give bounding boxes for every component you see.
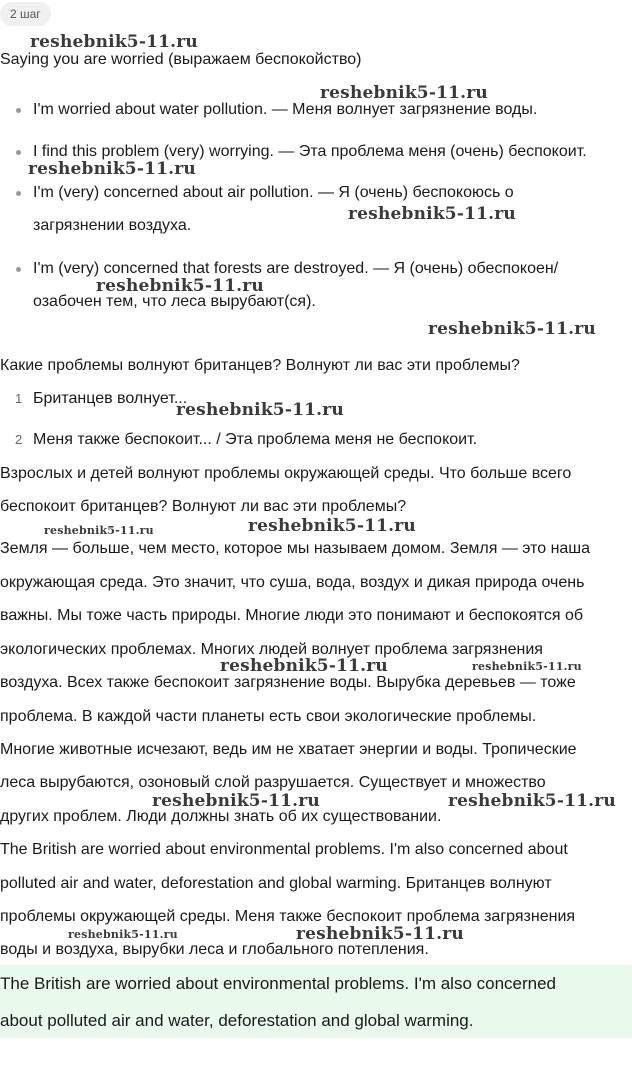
paragraph-line: polluted air and water, deforestation and global warming. Британцев волнуют (0, 875, 552, 892)
phrases-title: Saying you are worried (выражаем беспокойство) (0, 51, 362, 68)
paragraph-line: других проблем. Люди должны знать об их существовании. (0, 808, 442, 825)
watermark: reshebnik5-11.ru (428, 319, 596, 339)
paragraph-line: The British are worried about environmental problems. I'm also concerned about (0, 841, 568, 858)
paragraph-line: воды и воздуха, вырубки леса и глобального потепления. (0, 941, 429, 958)
watermark: reshebnik5-11.ru (448, 791, 616, 811)
paragraph-line: Многие животные исчезают, ведь им не хватает энергии и воды. Тропические (0, 741, 577, 758)
paragraph-line: Земля — больше, чем место, которое мы называем домом. Земля — это наша (0, 540, 591, 557)
list-number: 1 (15, 391, 23, 406)
numbered-item: Меня также беспокоит... / Эта проблема меня не беспокоит. (33, 431, 478, 448)
paragraph-line: Взрослых и детей волнуют проблемы окружающей среды. Что больше всего (0, 465, 572, 482)
phrase-item-continued: озабочен тем, что леса вырубают(ся). (33, 293, 316, 310)
paragraph-line: воздуха. Всех также беспокоит загрязнение воды. Вырубка деревьев — тоже (0, 674, 576, 691)
paragraph-line: экологических проблемах. Многих людей волнует проблема загрязнения (0, 641, 543, 658)
paragraph-line: беспокоит британцев? Волнуют ли вас эти проблемы? (0, 498, 407, 515)
question-heading: Какие проблемы волнуют британцев? Волнуют ли вас эти проблемы? (0, 357, 520, 374)
watermark: reshebnik5-11.ru (248, 516, 416, 536)
watermark: reshebnik5-11.ru (28, 159, 196, 179)
paragraph-line: леса вырубаются, озоновый слой разрушается. Существует и множество (0, 774, 546, 791)
watermark: reshebnik5-11.ru (44, 524, 154, 537)
phrase-item: I'm (very) concerned that forests are destroyed. — Я (очень) обеспокоен/ (33, 260, 559, 277)
watermark: reshebnik5-11.ru (152, 791, 320, 811)
watermark: reshebnik5-11.ru (296, 924, 464, 944)
watermark: reshebnik5-11.ru (220, 656, 388, 676)
step-badge: 2 шаг (0, 2, 51, 26)
answer-line: about polluted air and water, deforestation and global warming. (0, 1011, 474, 1030)
phrase-item: I'm worried about water pollution. — Меня волнует загрязнение воды. (33, 101, 538, 118)
bullet-icon (16, 108, 21, 113)
watermark: reshebnik5-11.ru (472, 660, 582, 673)
watermark: reshebnik5-11.ru (68, 928, 178, 941)
bullet-icon (16, 150, 21, 155)
bullet-icon (16, 267, 21, 272)
phrase-item: I'm (very) concerned about air pollution. — Я (очень) беспокоюсь о (33, 184, 514, 201)
bullet-icon (16, 191, 21, 196)
paragraph-line: важны. Мы тоже часть природы. Многие люди это понимают и беспокоятся об (0, 607, 584, 624)
watermark: reshebnik5-11.ru (30, 32, 198, 52)
watermark: reshebnik5-11.ru (348, 204, 516, 224)
paragraph-line: проблема. В каждой части планеты есть свои экологические проблемы. (0, 708, 537, 725)
paragraph-line: окружающая среда. Это значит, что суша, вода, воздух и дикая природа очень (0, 574, 585, 591)
list-number: 2 (15, 432, 23, 447)
phrase-item-continued: загрязнении воздуха. (33, 217, 192, 234)
phrase-item: I find this problem (very) worrying. — Эта проблема меня (очень) беспокоит. (33, 143, 587, 160)
answer-line: The British are worried about environmental problems. I'm also concerned (0, 974, 557, 993)
watermark: reshebnik5-11.ru (176, 400, 344, 420)
watermark: reshebnik5-11.ru (96, 276, 264, 296)
answer-highlight (0, 965, 632, 1038)
paragraph-line: проблемы окружающей среды. Меня также беспокоит проблема загрязнения (0, 908, 576, 925)
watermark: reshebnik5-11.ru (320, 83, 488, 103)
numbered-item: Британцев волнует... (33, 390, 188, 407)
